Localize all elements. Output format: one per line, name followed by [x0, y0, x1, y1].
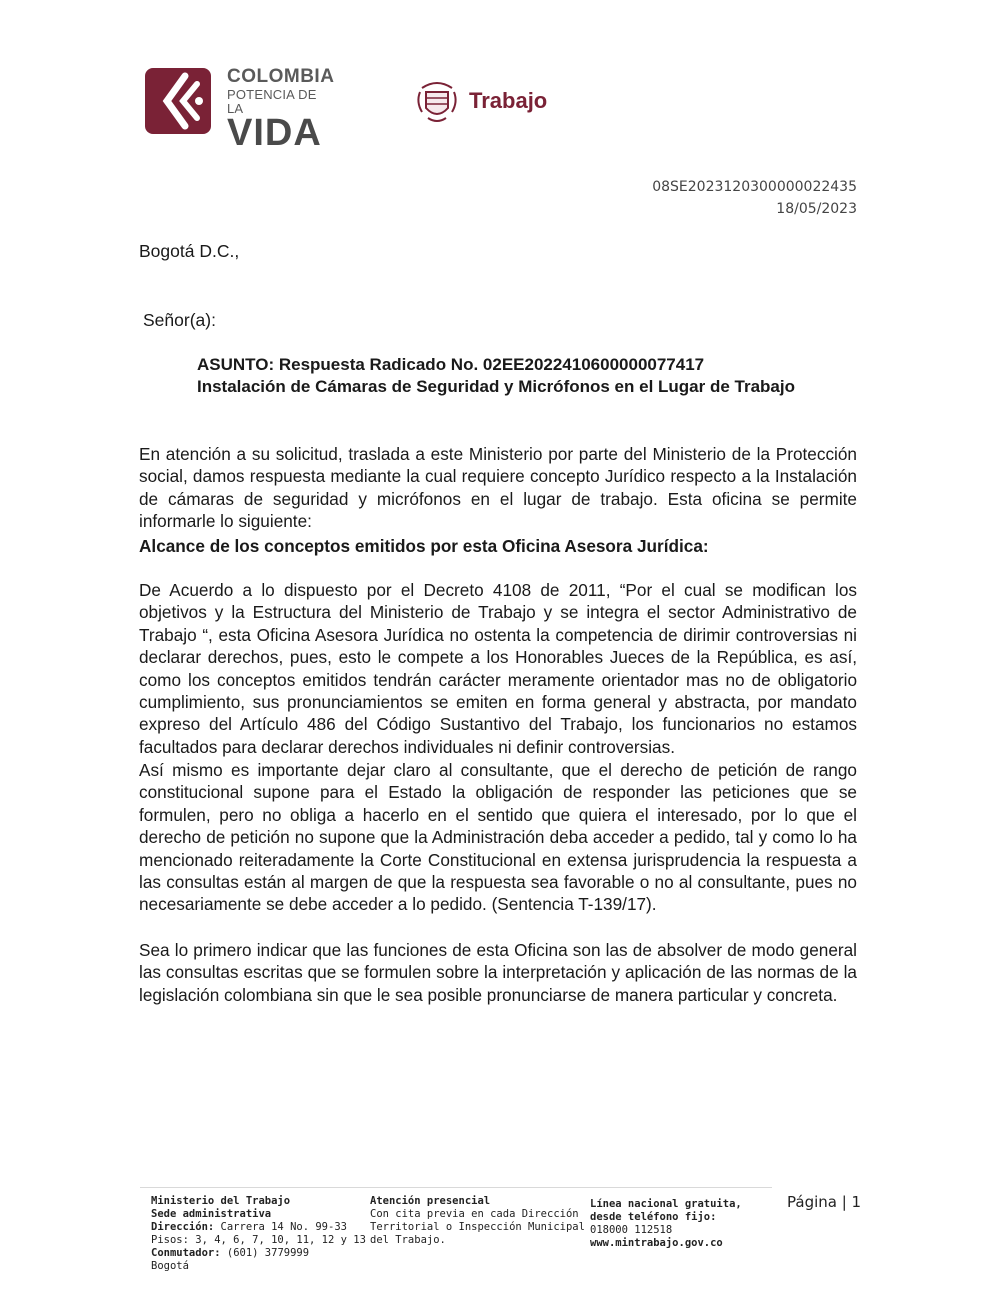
- salutation: Señor(a):: [143, 310, 216, 330]
- logo-line-potencia: POTENCIA DE LA: [227, 87, 317, 116]
- subject-line-2: Instalación de Cámaras de Seguridad y Micrófonos en el Lugar de Trabajo: [197, 377, 795, 396]
- footer-city: Bogotá: [151, 1260, 189, 1272]
- radicado-number: 08SE2023120300000022435: [652, 179, 857, 195]
- city-line: Bogotá D.C.,: [139, 241, 240, 261]
- subject-block: [197, 354, 795, 398]
- footer-phone: 018000 112518: [590, 1224, 673, 1236]
- footer-attention-line-3: del Trabajo.: [370, 1234, 446, 1246]
- footer-attention-title: Atención presencial: [370, 1195, 491, 1207]
- footer-attention-column: [370, 1195, 585, 1247]
- footer-pisos: Pisos: 3, 4, 6, 7, 10, 11, 12 y 13: [151, 1234, 366, 1246]
- footer-contact-column: [590, 1195, 742, 1250]
- footer-conmutador-label: Conmutador:: [151, 1247, 221, 1259]
- footer-line-title-2: desde teléfono fijo:: [590, 1211, 717, 1223]
- ministry-wordmark: Trabajo: [469, 88, 548, 113]
- footer-divider: [140, 1187, 772, 1188]
- footer-direccion-value: Carrera 14 No. 99-33: [214, 1221, 347, 1233]
- paragraph-1: En atención a su solicitud, traslada a este Ministerio por parte del Ministerio de la Protección social, damos respuesta mediante la cual requiere concepto Jurídico respecto a la Instalación de cámaras de seguridad y micrófonos en el lugar de trabajo. Esta oficina se permite informarle lo siguiente:: [139, 444, 857, 532]
- page-number: Página | 1: [787, 1193, 862, 1211]
- footer-address-column: [151, 1195, 366, 1273]
- footer-direccion-label: Dirección:: [151, 1221, 215, 1233]
- coat-of-arms-icon: [414, 78, 460, 126]
- logo-line-vida: VIDA: [227, 112, 322, 154]
- footer-attention-line-1: Con cita previa en cada Dirección: [370, 1208, 579, 1220]
- logo-line-colombia: COLOMBIA: [227, 66, 335, 87]
- footer-sede: Sede administrativa: [151, 1208, 272, 1220]
- footer-attention-line-2: Territorial o Inspección Municipal: [370, 1221, 585, 1233]
- footer-ministry-name: Ministerio del Trabajo: [151, 1195, 291, 1207]
- colombia-potencia-logo: [145, 66, 335, 154]
- subject-line-1: ASUNTO: Respuesta Radicado No. 02EE2022410600000077417: [197, 355, 705, 374]
- document-date: 18/05/2023: [776, 201, 857, 217]
- section-heading: Alcance de los conceptos emitidos por esta Oficina Asesora Jurídica:: [139, 536, 709, 556]
- document-meta: [652, 176, 857, 220]
- paragraph-2: De Acuerdo a lo dispuesto por el Decreto 4108 de 2011, “Por el cual se modifican los objetivos y la Estructura del Ministerio de Trabajo y se integra el sector Administrativo de Trabajo “, esta Oficina Asesora Jurídica no ostenta la competencia de dirimir controversias ni declarar derechos, pues, esto le compete a los Honorables Jueces de la República, es así, como los conceptos emitidos tendrán carácter meramente orientador mas no de obligatorio cumplimiento, sus pronunciamientos se emiten en forma general y abstracta, por mandato expreso del Artículo 486 del Código Sustantivo del Trabajo, los funcionarios no estamos facultados para declarar derechos individuales ni definir controversias.: [139, 580, 857, 757]
- colombia-logo-mark-icon: [145, 68, 211, 134]
- paragraph-3: Así mismo es importante dejar claro al consultante, que el derecho de petición de rango constitucional supone para el Estado la obligación de responder las peticiones que se formulen, pero no obliga a hacerlo en el sentido que quiera el interesado, por lo que el derecho de petición no supone que la Administración deba acceder a pedido, tal y como lo ha mencionado reiteradamente la Corte Constitucional en extensa jurisprudencia la respuesta a las consultas están al margen de que la respuesta sea favorable o no al consultante, pues no necesariamente se debe acceder a lo pedido. (Sentencia T-139/17).: [139, 760, 857, 915]
- paragraph-4: Sea lo primero indicar que las funciones de esta Oficina son las de absolver de modo general las consultas escritas que se formulen sobre la interpretación y aplicación de las normas de la legislación colombiana sin que le sea posible pronunciarse de manera particular y concreta.: [139, 940, 857, 1005]
- footer-conmutador-value: (601) 3779999: [220, 1247, 310, 1259]
- footer-line-title-1: Línea nacional gratuita,: [590, 1198, 742, 1210]
- footer-website-link[interactable]: www.mintrabajo.gov.co: [590, 1237, 723, 1249]
